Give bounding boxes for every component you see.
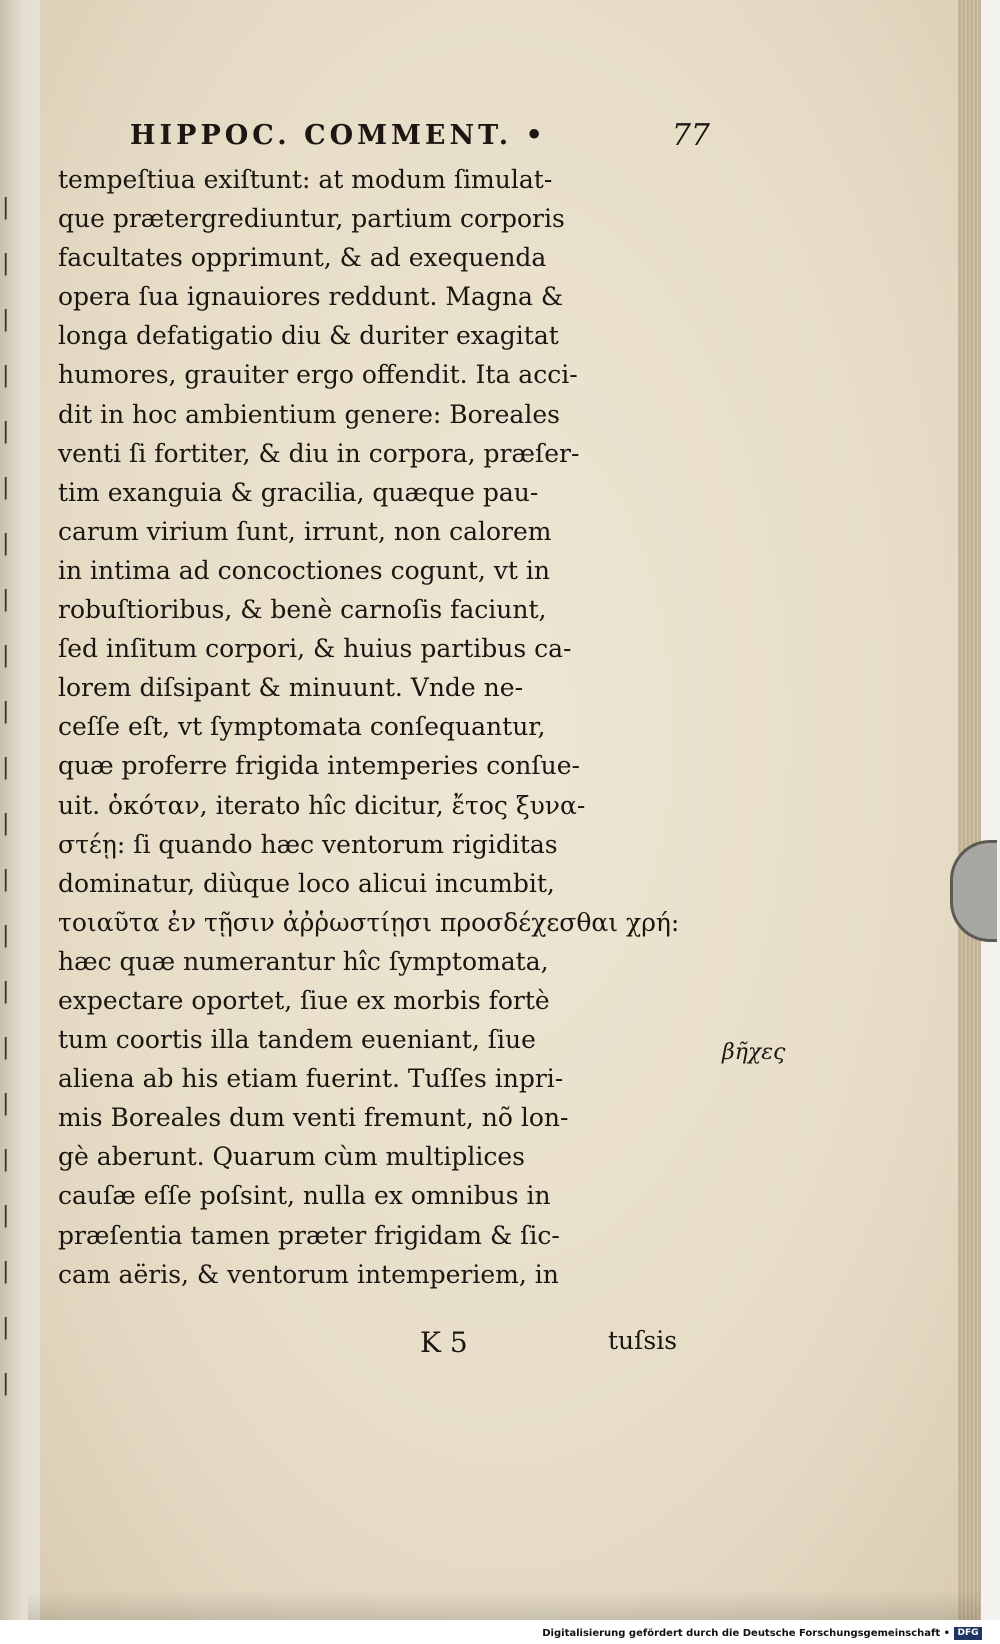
text-line: tim exanguia & gracilia, quæque pau- xyxy=(58,477,539,507)
text-line: in intima ad concoctiones cogunt, vt in xyxy=(58,555,550,585)
page-number: 77 xyxy=(671,118,710,153)
text-line: robuſtioribus, & benè carnoſis faciunt, xyxy=(58,595,547,625)
text-line: τοιαῦτα ἐν τῇσιν ἀῤῥωστίῃσι προσδέχεσθαι χρή: xyxy=(58,907,680,937)
catchword: tuſsis xyxy=(608,1326,678,1355)
text-line: que prætergrediuntur, partium corporis xyxy=(58,204,565,234)
text-line: venti ſi fortiter, & diu in corpora, præſer- xyxy=(58,438,580,468)
text-line: dit in hoc ambientium genere: Boreales xyxy=(58,399,560,429)
text-line: expectare oportet, ſiue ex morbis fortè xyxy=(58,985,550,1015)
page-edge xyxy=(958,0,980,1620)
text-line: cam aëris, & ventorum intemperiem, in xyxy=(58,1259,559,1289)
footer-credit: Digitalisierung gefördert durch die Deutsche Forschungsgemeinschaft • xyxy=(542,1628,950,1639)
text-line: carum virium ſunt, irrunt, non calorem xyxy=(58,516,552,546)
text-line: præſentia tamen præter frigidam & ſic- xyxy=(58,1220,560,1250)
running-head xyxy=(130,120,710,160)
dfg-logo: DFG xyxy=(954,1627,982,1640)
text-line: aliena ab his etiam fuerint. Tuſſes inpri- xyxy=(58,1064,564,1094)
page-shadow xyxy=(28,1590,980,1620)
previous-page-bleed: | | | | | | | | | | | | | | | | | | | | | | xyxy=(2,195,10,1396)
text-line: dominatur, diùque loco alicui incumbit, xyxy=(58,868,555,898)
text-line: tempeſtiua exiſtunt: at modum ſimulat- xyxy=(58,165,553,194)
text-line: uit. ὁκόταν, iterato hîc dicitur, ἔτος ξυνα- xyxy=(58,790,586,820)
signature-mark: K 5 xyxy=(420,1326,468,1359)
text-line: humores, grauiter ergo offendit. Ita acci- xyxy=(58,360,578,390)
text-line: ceſſe eſt, vt ſymptomata conſequantur, xyxy=(58,712,546,742)
running-title: HIPPOC. COMMENT. • xyxy=(130,120,547,151)
text-line: lorem diſsipant & minuunt. Vnde ne- xyxy=(58,673,524,703)
margin-note: βῆχες xyxy=(722,1040,786,1065)
text-line: longa defatigatio diu & duriter exagitat xyxy=(58,321,559,351)
text-line: cauſæ eſſe poſsint, nulla ex omnibus in xyxy=(58,1181,551,1211)
text-line: mis Boreales dum venti fremunt, nõ lon- xyxy=(58,1103,569,1133)
body-text xyxy=(58,160,718,1294)
text-line: quæ proferre frigida intemperies conſue- xyxy=(58,751,581,781)
text-line: hæc quæ numerantur hîc ſymptomata, xyxy=(58,946,549,976)
text-line: στέῃ: ſi quando hæc ventorum rigiditas xyxy=(58,829,558,859)
text-line: gè aberunt. Quarum cùm multiplices xyxy=(58,1142,525,1172)
text-line: opera ſua ignauiores reddunt. Magna & xyxy=(58,282,564,312)
text-line: ſed inſitum corpori, & huius partibus ca- xyxy=(58,634,572,664)
text-line: facultates opprimunt, & ad exequenda xyxy=(58,243,547,273)
text-line: tum coortis illa tandem eueniant, ſiue xyxy=(58,1025,536,1055)
